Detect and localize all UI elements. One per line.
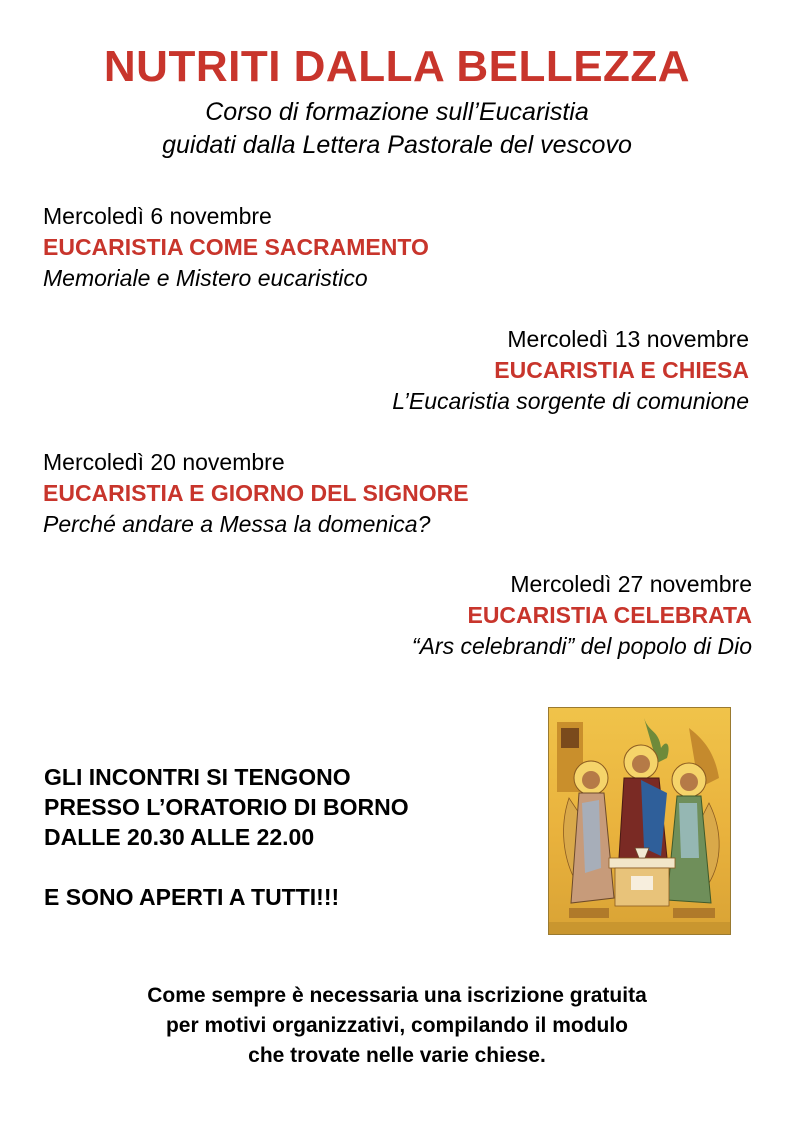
page-title: NUTRITI DALLA BELLEZZA — [103, 42, 691, 91]
subtitle-line-1: Corso di formazione sull’Eucaristia — [205, 98, 589, 126]
event-topic: EUCARISTIA CELEBRATA — [467, 602, 752, 628]
event-topic: EUCARISTIA E CHIESA — [494, 357, 749, 383]
registration-note — [0, 981, 794, 1071]
event-4 — [412, 569, 752, 662]
open-to-all: E SONO APERTI A TUTTI!!! — [44, 884, 340, 910]
event-2 — [392, 324, 749, 417]
trinity-icon — [548, 707, 731, 935]
event-1 — [43, 201, 429, 294]
event-description: Perché andare a Messa la domenica? — [43, 511, 431, 537]
note-line: per motivi organizzativi, compilando il modulo — [165, 1014, 629, 1037]
meeting-info-line: DALLE 20.30 ALLE 22.00 — [44, 824, 315, 850]
meeting-info-line: GLI INCONTRI SI TENGONO — [44, 764, 351, 790]
event-topic: EUCARISTIA E GIORNO DEL SIGNORE — [43, 480, 469, 506]
event-description: L’Eucaristia sorgente di comunione — [392, 388, 749, 414]
event-topic: EUCARISTIA COME SACRAMENTO — [43, 234, 429, 260]
event-description: “Ars celebrandi” del popolo di Dio — [411, 633, 752, 659]
note-line: Come sempre è necessaria una iscrizione gratuita — [147, 984, 647, 1007]
meeting-info — [44, 762, 409, 852]
event-date: Mercoledì 27 novembre — [510, 571, 752, 597]
meeting-info-line: PRESSO L’ORATORIO DI BORNO — [44, 794, 409, 820]
event-date: Mercoledì 6 novembre — [43, 203, 272, 229]
event-3 — [43, 447, 469, 540]
event-date: Mercoledì 20 novembre — [43, 449, 285, 475]
event-description: Memoriale e Mistero eucaristico — [43, 265, 368, 291]
note-line: che trovate nelle varie chiese. — [248, 1044, 546, 1067]
event-date: Mercoledì 13 novembre — [507, 326, 749, 352]
subtitle-line-2: guidati dalla Lettera Pastorale del vescovo — [162, 131, 632, 159]
